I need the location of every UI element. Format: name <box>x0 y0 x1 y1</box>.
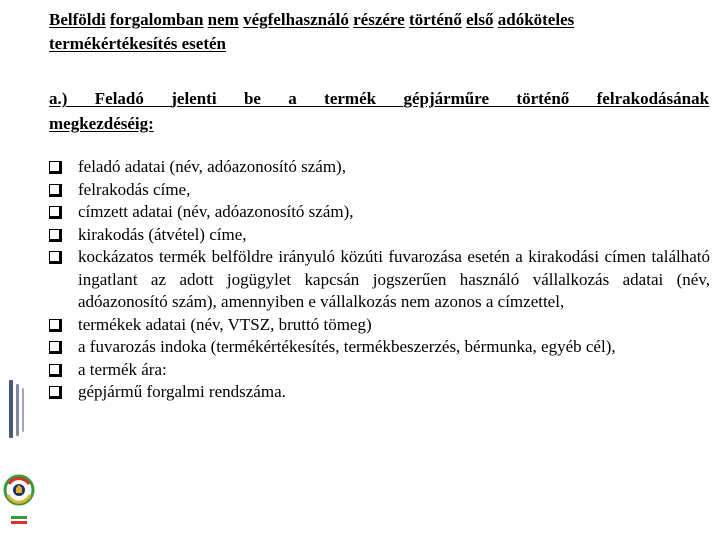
list-item-text: a fuvarozás indoka (termékértékesítés, termékbeszerzés, bérmunka, egyéb cél), <box>78 337 616 356</box>
checkbox-bullet-icon <box>49 184 62 197</box>
checkbox-bullet-icon <box>49 206 62 219</box>
list-item <box>48 246 710 314</box>
section-heading <box>49 86 709 136</box>
list-item <box>48 336 710 359</box>
checkbox-bullet-icon <box>49 229 62 242</box>
list-item-text: felrakodás címe, <box>78 179 191 199</box>
list-item <box>48 179 710 202</box>
section-word: jelenti <box>171 89 217 108</box>
section-word: megkezdéséig: <box>49 114 154 133</box>
page-title <box>49 8 709 56</box>
title-line-2: termékértékesítés esetén <box>49 34 226 53</box>
checkbox-bullet-icon <box>49 341 62 354</box>
list-item-text: kirakodás (átvétel) címe, <box>78 224 247 244</box>
list-item-text: termékek adatai (név, VTSZ, bruttó tömeg) <box>78 314 372 334</box>
section-word: termék <box>324 89 377 108</box>
list-item <box>48 201 710 224</box>
section-word: a.) <box>49 89 68 108</box>
list-item-text: kockázatos termék belföldre irányuló közúti fuvarozása esetén a kirakodási címen található ingatlant az adott jogügylet kapcsán jogszerűen használó vállalkozás adatai (név, adóazonosító szám), amennyiben e vállalkozás nem azonos a címzettel, <box>78 247 710 311</box>
title-word: nem <box>207 10 239 29</box>
title-word: forgalomban <box>109 10 204 29</box>
checkbox-bullet-icon <box>49 364 62 377</box>
title-word: Belföldi <box>49 10 106 29</box>
list-item-text: feladó adatai (név, adóazonosító szám), <box>78 157 346 176</box>
section-word: a <box>288 89 297 108</box>
list-item <box>48 381 710 404</box>
checkbox-bullet-icon <box>49 161 62 174</box>
title-word: adóköteles <box>497 10 575 29</box>
required-data-list <box>48 156 710 404</box>
section-word: felrakodásának <box>596 89 710 108</box>
list-item-text: címzett adatai (név, adóazonosító szám), <box>78 202 354 221</box>
checkbox-bullet-icon <box>49 251 62 264</box>
checkbox-bullet-icon <box>49 386 62 399</box>
section-word: be <box>243 89 261 108</box>
section-word: történő <box>516 89 570 108</box>
title-word: végfelhasználó <box>243 10 349 29</box>
nav-logo-icon <box>2 378 36 536</box>
list-item-text: gépjármű forgalmi rendszáma. <box>78 382 286 401</box>
list-item <box>48 156 710 179</box>
section-heading-line-2 <box>49 111 709 136</box>
list-item <box>48 314 710 337</box>
title-word: részére <box>353 10 405 29</box>
title-word: történő <box>408 10 462 29</box>
section-word: gépjárműre <box>403 89 490 108</box>
list-item <box>48 359 710 382</box>
checkbox-bullet-icon <box>49 319 62 332</box>
list-item <box>48 224 710 247</box>
section-heading-line-1 <box>49 86 709 111</box>
section-word: Feladó <box>94 89 144 108</box>
title-word: első <box>466 10 494 29</box>
list-item-text: a termék ára: <box>78 359 167 379</box>
